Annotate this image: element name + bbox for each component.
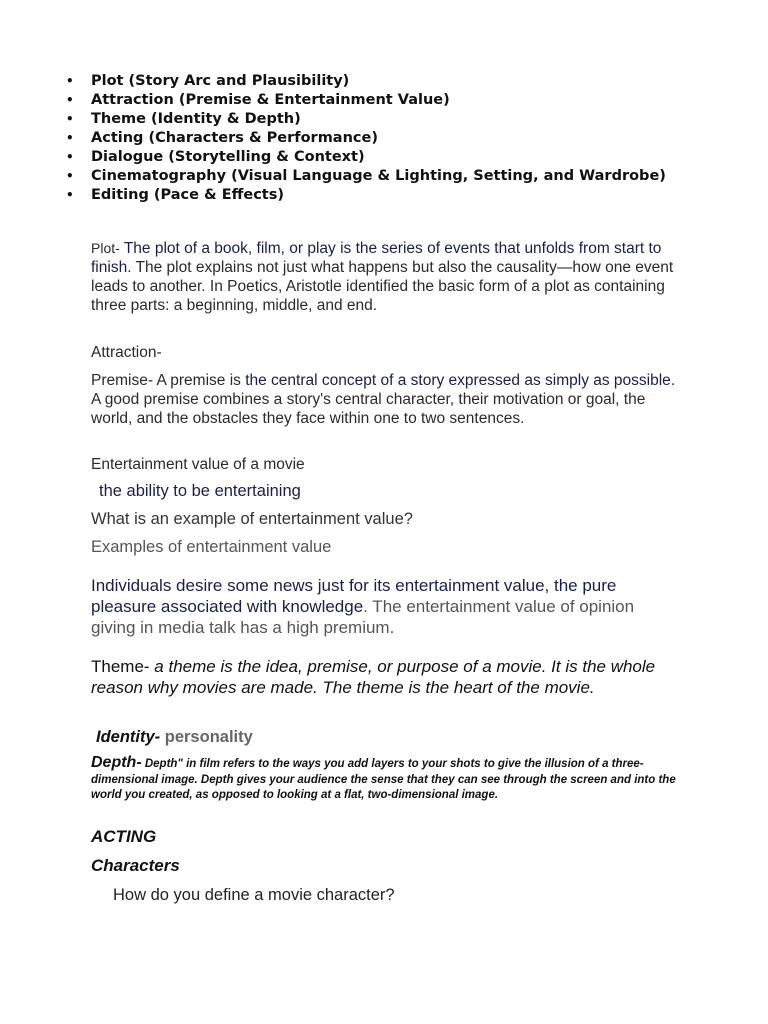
plot-rest: . The plot explains not just what happens but also the causality—how one event leads to another. In Poetics, Aristotle identified the basic form of a plot as containing three parts: a beginning, middle, and end. bbox=[91, 259, 674, 314]
depth-label: Depth- bbox=[91, 754, 142, 771]
bullet-item bbox=[66, 167, 666, 186]
entertainment-heading: Entertainment value of a movie bbox=[91, 456, 305, 473]
bullet-item bbox=[66, 129, 666, 148]
entertainment-definition: the ability to be entertaining bbox=[99, 482, 301, 500]
plot-label: Plot- bbox=[91, 240, 120, 256]
example-question: What is an example of entertainment value? bbox=[91, 510, 413, 528]
bullet-marker: • bbox=[66, 188, 74, 202]
bullet-item bbox=[66, 91, 666, 110]
bullet-marker: • bbox=[66, 150, 74, 164]
bullet-text: Theme (Identity & Depth) bbox=[91, 111, 301, 127]
premise-label: Premise- bbox=[91, 372, 154, 389]
characters-heading: Characters bbox=[91, 856, 180, 875]
premise-highlight: the central concept of a story expressed as simply as possible bbox=[245, 372, 671, 389]
acting-heading: ACTING bbox=[91, 827, 157, 846]
bullet-text: Cinematography (Visual Language & Lighting, Setting, and Wardrobe) bbox=[91, 168, 666, 184]
bullet-text: Plot (Story Arc and Plausibility) bbox=[91, 73, 350, 89]
plot-highlight: The plot of a book, film, or play is the series of events that unfolds from start to finish bbox=[91, 240, 662, 276]
bullet-item bbox=[66, 148, 666, 167]
character-question: How do you define a movie character? bbox=[113, 886, 395, 904]
bullet-text: Dialogue (Storytelling & Context) bbox=[91, 149, 365, 165]
bullet-text: Acting (Characters & Performance) bbox=[91, 130, 378, 146]
bullet-item bbox=[66, 72, 666, 91]
individuals-rest: . The entertainment value of opinion giving in media talk has a high premium. bbox=[91, 597, 635, 637]
premise-paragraph bbox=[91, 371, 681, 428]
premise-rest: . A good premise combines a story's central character, their motivation or goal, the world, and the obstacles they face within one to two sentences. bbox=[91, 372, 676, 427]
attraction-label: Attraction- bbox=[91, 344, 162, 361]
bullet-marker: • bbox=[66, 169, 74, 183]
identity-line bbox=[96, 727, 686, 747]
bullet-marker: • bbox=[66, 93, 74, 107]
theme-paragraph bbox=[91, 656, 681, 698]
theme-text: a theme is the idea, premise, or purpose of a movie. It is the whole reason why movies are made. The theme is the heart of the movie. bbox=[91, 657, 656, 697]
bullet-item bbox=[66, 110, 666, 129]
bullet-marker: • bbox=[66, 131, 74, 145]
bullet-marker: • bbox=[66, 74, 74, 88]
depth-text: Depth" in film refers to the ways you add layers to your shots to give the illusion of a three-dimensional image. Depth gives your audience the sense that they can see through the screen and into the world you created, as opposed to looking at a flat, two-dimensional image. bbox=[91, 758, 676, 801]
plot-paragraph bbox=[91, 239, 681, 315]
theme-label: Theme- bbox=[91, 657, 150, 676]
identity-value: personality bbox=[160, 728, 253, 746]
identity-label: Identity- bbox=[96, 728, 161, 746]
premise-lead: A premise is bbox=[153, 372, 246, 389]
bullet-marker: • bbox=[66, 112, 74, 126]
bullet-text: Editing (Pace & Effects) bbox=[91, 187, 284, 203]
individuals-main: Individuals desire some news just for its entertainment value, the pure pleasure associated with knowledge bbox=[91, 576, 617, 616]
depth-paragraph bbox=[91, 755, 681, 804]
individuals-paragraph bbox=[91, 575, 681, 638]
bullet-text: Attraction (Premise & Entertainment Value) bbox=[91, 92, 450, 108]
topic-bullet-list bbox=[66, 72, 666, 205]
examples-heading: Examples of entertainment value bbox=[91, 538, 332, 556]
bullet-item bbox=[66, 186, 666, 205]
